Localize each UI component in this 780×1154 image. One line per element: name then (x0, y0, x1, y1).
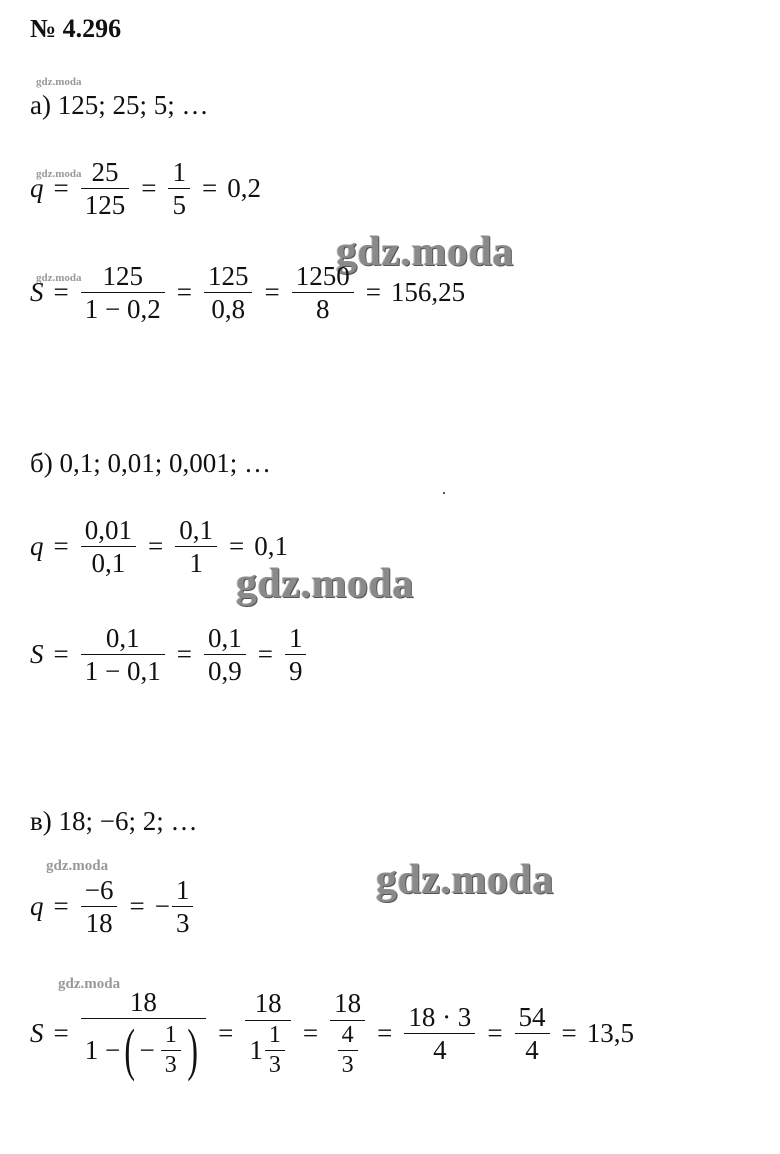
result: 0,1 (254, 531, 288, 562)
watermark: gdz.moda (36, 272, 82, 284)
denominator: 18 (81, 906, 118, 937)
fraction (81, 262, 165, 324)
denominator: 0,9 (204, 654, 246, 685)
denominator: 1 − 0,2 (81, 292, 165, 323)
numerator: 18 (334, 988, 362, 1019)
denominator: 8 (292, 292, 354, 323)
part-c-ratio-equation (30, 876, 195, 938)
variable: S (30, 277, 44, 308)
part-a-ratio-equation (30, 158, 261, 220)
numerator: 0,01 (84, 515, 132, 545)
denominator: 5 (168, 188, 190, 219)
equals-sign: = (53, 531, 69, 562)
sequence-text: 0,1; 0,01; 0,001; … (59, 448, 271, 478)
watermark-large: gdz.moda (236, 561, 414, 607)
fraction (81, 987, 206, 1083)
denominator: 4 (515, 1033, 550, 1064)
equals-sign: = (264, 277, 280, 308)
sequence-text: 125; 25; 5; … (57, 90, 209, 120)
denominator (330, 1020, 365, 1078)
equals-sign: = (218, 1018, 234, 1049)
variable: q (30, 173, 44, 204)
part-a-sequence (30, 90, 209, 121)
numerator: 1250 (295, 261, 350, 291)
numerator: −6 (84, 875, 114, 905)
variable: S (30, 1018, 44, 1049)
whole-part: 1 (249, 1035, 263, 1066)
equals-sign: = (129, 891, 145, 922)
equals-sign: = (53, 1018, 69, 1049)
equals-sign: = (141, 173, 157, 204)
numerator: 25 (91, 157, 119, 187)
equals-sign: = (147, 531, 164, 562)
part-label: в) (30, 806, 52, 836)
variable: q (30, 891, 44, 922)
fraction (204, 262, 253, 324)
part-label: б) (30, 448, 53, 478)
numerator: 1 (175, 875, 190, 905)
fraction (204, 624, 246, 686)
fraction (161, 1023, 181, 1078)
numerator: 125 (102, 261, 143, 291)
fraction (245, 989, 291, 1078)
equals-sign: = (228, 531, 245, 562)
part-c-sequence (30, 806, 197, 837)
denominator: 3 (172, 906, 194, 937)
denominator: 125 (81, 188, 130, 219)
denominator: 1 − 0,1 (81, 654, 165, 685)
equals-sign: = (257, 639, 273, 670)
denominator: 0,8 (204, 292, 253, 323)
denominator: 3 (338, 1050, 358, 1078)
equals-sign: = (176, 639, 192, 670)
fraction (404, 1003, 475, 1065)
equals-sign: = (487, 1018, 503, 1049)
fraction (81, 876, 118, 938)
denominator: 4 (404, 1033, 475, 1064)
denominator (81, 1017, 206, 1083)
denominator: 0,1 (81, 546, 136, 577)
numerator: 0,1 (179, 515, 213, 545)
minus-sign: − (139, 1035, 155, 1066)
fraction (338, 1023, 358, 1078)
watermark-large: gdz.moda (336, 229, 514, 275)
fraction (81, 516, 136, 578)
left-paren: ( (124, 1017, 136, 1083)
speck (443, 492, 445, 494)
equals-sign: = (176, 277, 192, 308)
variable: q (30, 531, 44, 562)
fraction (515, 1003, 550, 1065)
watermark: gdz.moda (46, 858, 109, 874)
denominator: 9 (285, 654, 307, 685)
equals-sign: = (201, 173, 218, 204)
part-c-sum-equation (30, 987, 635, 1083)
numerator: 18 (129, 987, 157, 1017)
denominator: 3 (161, 1050, 181, 1078)
numerator: 1 (172, 157, 186, 187)
denominator: 3 (265, 1050, 285, 1078)
one-minus: 1 − (84, 1035, 121, 1066)
numerator: 0,1 (207, 623, 242, 653)
numerator: 1 (268, 1021, 281, 1048)
right-paren: ) (187, 1017, 198, 1083)
equals-sign: = (53, 891, 69, 922)
watermark-large: gdz.moda (376, 857, 554, 903)
variable: S (30, 639, 44, 670)
numerator: 1 (164, 1021, 177, 1048)
problem-number: № 4.296 (30, 14, 122, 43)
equals-sign: = (302, 1018, 319, 1049)
fraction (285, 624, 307, 686)
equals-sign: = (53, 639, 69, 670)
fraction (292, 262, 354, 324)
part-a-sum-equation (30, 262, 465, 324)
numerator: 0,1 (105, 623, 140, 653)
equals-sign: = (377, 1018, 393, 1049)
fraction (265, 1023, 285, 1078)
equals-sign: = (53, 277, 69, 308)
minus-sign: − (154, 891, 170, 922)
fraction (81, 624, 165, 686)
part-b-sequence (30, 448, 271, 479)
watermark: gdz.moda (36, 168, 82, 180)
numerator: 18 (254, 988, 282, 1019)
denominator: 1 (175, 546, 217, 577)
result: 13,5 (586, 1018, 635, 1049)
numerator: 18 · 3 (408, 1001, 472, 1032)
mixed-number (245, 1020, 291, 1078)
fraction (330, 989, 365, 1078)
fraction (175, 516, 217, 578)
numerator: 54 (518, 1001, 546, 1032)
result: 156,25 (390, 277, 466, 308)
equals-sign: = (365, 277, 381, 308)
result: 0,2 (227, 173, 261, 204)
numerator: 4 (341, 1021, 354, 1048)
numerator: 1 (288, 623, 303, 653)
fraction (172, 876, 194, 938)
watermark: gdz.moda (36, 76, 82, 88)
parenthesized-expr (120, 1017, 202, 1083)
watermark: gdz.moda (58, 976, 121, 992)
sequence-text: 18; −6; 2; … (58, 806, 198, 836)
numerator: 125 (207, 261, 249, 291)
fraction (81, 158, 130, 220)
part-b-ratio-equation (30, 516, 288, 578)
part-label: а) (30, 90, 51, 120)
equals-sign: = (53, 173, 69, 204)
fraction (168, 158, 190, 220)
equals-sign: = (561, 1018, 577, 1049)
part-b-sum-equation (30, 624, 308, 686)
